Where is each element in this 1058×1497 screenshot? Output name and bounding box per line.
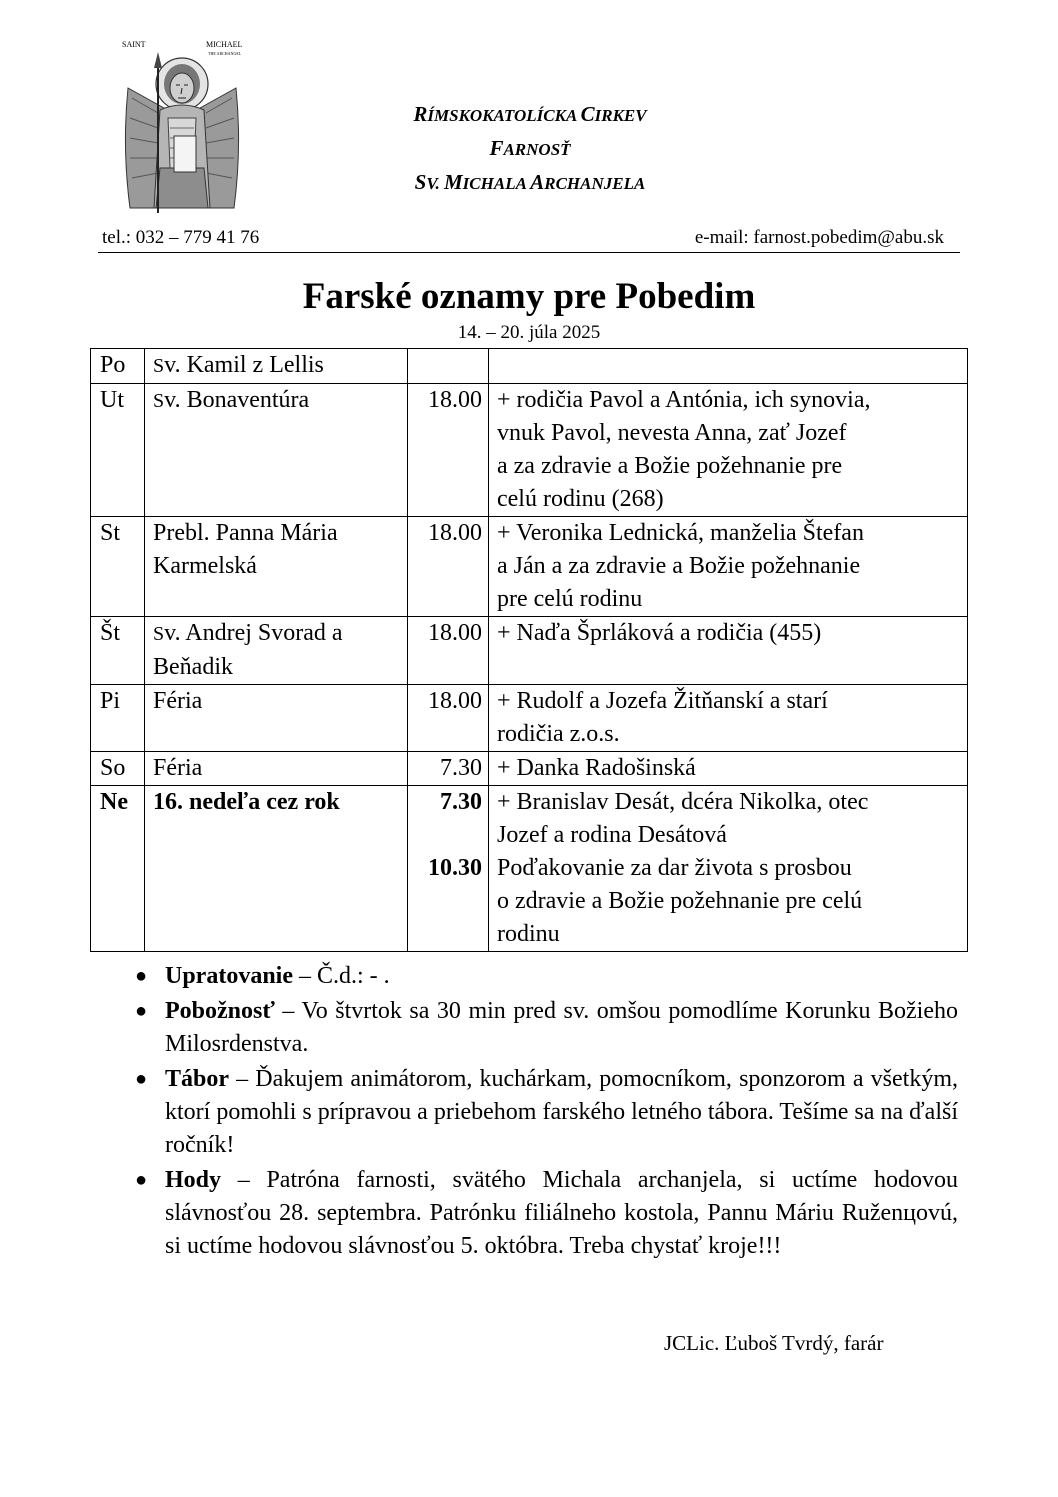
- schedule-time: [408, 349, 489, 384]
- notice-item: [135, 1063, 958, 1162]
- notice-label: Hody: [165, 1167, 222, 1193]
- contact-line: [98, 226, 960, 253]
- schedule-day: Po: [91, 349, 145, 384]
- parish-line-church: RÍMSKOKATOLÍCKA CIRKEV: [413, 102, 647, 126]
- notice-label: Upratovanie: [165, 963, 293, 989]
- notice-text: – Vo štvrtok sa 30 min pred sv. omšou pomodlíme Korunku Božieho Milosrdenstva.: [165, 998, 958, 1057]
- notice-text: – Č.d.: - .: [293, 963, 390, 989]
- schedule-intention: + Branislav Desát, dcéra Nikolka, otec Jozef a rodina Desátová Poďakovanie za dar života s prosbou o zdravie a Božie požehnanie pre celú rodinu: [489, 786, 968, 952]
- schedule-day: Pi: [91, 685, 145, 752]
- signature: JCLic. Ľuboš Tvrdý, farár: [664, 1331, 884, 1355]
- page-title: Farské oznamy pre Pobedim: [302, 276, 756, 317]
- schedule-intention: + rodičia Pavol a Antónia, ich synovia, vnuk Pavol, nevesta Anna, zať Jozef a za zdravie a Božie požehnanie pre celú rodinu (268): [489, 384, 968, 517]
- schedule-feast: Féria: [145, 685, 408, 752]
- schedule-feast: Sv. Andrej Svorad a Beňadik: [145, 617, 408, 685]
- bullet-icon: ●: [135, 965, 148, 987]
- schedule-row: [91, 617, 968, 685]
- schedule-intention: + Naďa Šprláková a rodičia (455): [489, 617, 968, 685]
- parish-heading: [300, 98, 760, 200]
- schedule-time: 18.00: [408, 517, 489, 617]
- schedule-time: 18.00: [408, 617, 489, 685]
- schedule-row: [91, 384, 968, 517]
- schedule-row: [91, 349, 968, 384]
- schedule-intention: + Rudolf a Jozefa Žitňanskí a starí rodičia z.o.s.: [489, 685, 968, 752]
- icon-caption-right: MICHAEL: [206, 40, 243, 49]
- schedule-intention: + Danka Radošinská: [489, 752, 968, 786]
- schedule-row: [91, 786, 968, 952]
- bullet-icon: ●: [135, 1068, 148, 1090]
- schedule-feast: Sv. Bonaventúra: [145, 384, 408, 517]
- parish-line-farnost: FARNOSŤ: [489, 136, 571, 160]
- parish-line-patron: SV. MICHALA ARCHANJELA: [414, 170, 646, 194]
- schedule-feast: Prebl. Panna Mária Karmelská: [145, 517, 408, 617]
- icon-caption-sub: THE ARCHANGEL: [208, 51, 242, 56]
- schedule-day: So: [91, 752, 145, 786]
- schedule-intention: [489, 349, 968, 384]
- schedule-feast: Féria: [145, 752, 408, 786]
- schedule-day: Ne: [91, 786, 145, 952]
- mass-schedule-table: [90, 348, 968, 952]
- notices-list: [135, 960, 958, 1265]
- icon-caption-left: SAINT: [122, 40, 146, 49]
- schedule-time: 18.00: [408, 685, 489, 752]
- notice-text: – Ďakujem animátorom, kuchárkam, pomocníkom, sponzorom a všetkým, ktorí pomohli s prípravou a priebehom farského letného tábora. Tešíme sa na ďalší ročník!: [165, 1066, 958, 1158]
- notice-label: Pobožnosť: [165, 998, 275, 1024]
- notice-label: Tábor: [165, 1066, 230, 1092]
- schedule-day: St: [91, 517, 145, 617]
- email-address[interactable]: e-mail: farnost.pobedim@abu.sk: [694, 227, 944, 248]
- schedule-row: [91, 685, 968, 752]
- schedule-feast: Sv. Kamil z Lellis: [145, 349, 408, 384]
- schedule-day: Ut: [91, 384, 145, 517]
- schedule-row: [91, 517, 968, 617]
- schedule-feast: 16. nedeľa cez rok: [145, 786, 408, 952]
- bullet-icon: ●: [135, 1000, 148, 1022]
- notice-text: – Patróna farnosti, svätého Michala archanjela, si uctíme hodovou slávnosťou 28. septembra. Patrónku filiálneho kostola, Pannu Máriu Ruženцovú, si uctíme hodovou slávnosťou 5. októbra. Treba chystať kroje!!!: [165, 1167, 958, 1259]
- schedule-time: 7.30: [408, 752, 489, 786]
- schedule-day: Št: [91, 617, 145, 685]
- schedule-time: 18.00: [408, 384, 489, 517]
- schedule-row: [91, 752, 968, 786]
- notice-item: [135, 995, 958, 1061]
- bullet-icon: ●: [135, 1169, 148, 1191]
- date-range: 14. – 20. júla 2025: [457, 322, 601, 343]
- phone-number: tel.: 032 – 779 41 76: [102, 227, 260, 248]
- notice-item: [135, 960, 958, 993]
- schedule-time: 7.30 10.30: [408, 786, 489, 952]
- schedule-intention: + Veronika Lednická, manželia Štefan a Ján a za zdravie a Božie požehnanie pre celú rodinu: [489, 517, 968, 617]
- saint-michael-icon-image: [120, 38, 244, 220]
- notice-item: [135, 1164, 958, 1263]
